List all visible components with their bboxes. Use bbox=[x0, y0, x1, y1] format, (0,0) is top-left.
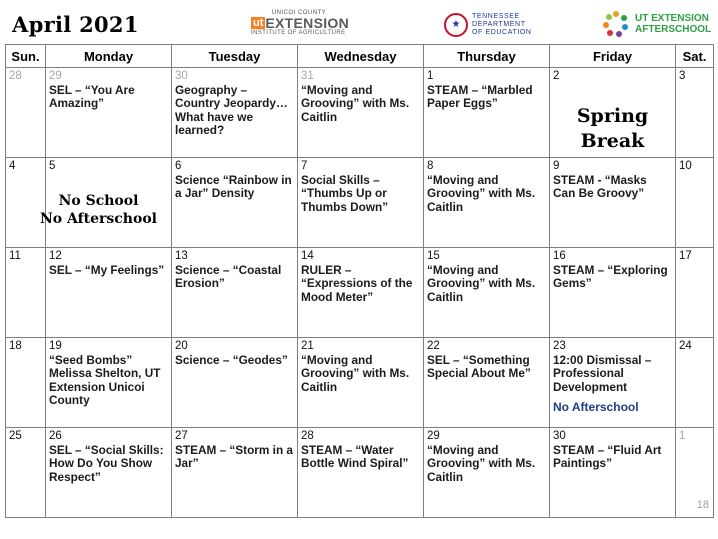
day-number: 28 bbox=[9, 70, 22, 82]
day-number: 22 bbox=[427, 340, 440, 352]
weekday-header: Sun. bbox=[6, 45, 46, 68]
day-number: 4 bbox=[9, 160, 16, 172]
day-number: 16 bbox=[553, 250, 566, 262]
calendar-body bbox=[6, 68, 714, 518]
day-cell bbox=[424, 68, 550, 158]
day-number: 31 bbox=[301, 70, 314, 82]
day-cell bbox=[550, 428, 676, 518]
event-text: SEL – “Social Skills: How Do You Show Respect” bbox=[49, 442, 164, 484]
weekday-header-row bbox=[6, 45, 714, 68]
day-number: 3 bbox=[679, 70, 686, 82]
day-cell bbox=[172, 158, 298, 248]
day-number: 18 bbox=[9, 340, 22, 352]
weekday-header: Tuesday bbox=[172, 45, 298, 68]
day-cell bbox=[298, 248, 424, 338]
day-cell bbox=[172, 338, 298, 428]
day-cell bbox=[676, 428, 714, 518]
day-number: 8 bbox=[427, 160, 434, 172]
page-title: April 2021 bbox=[12, 12, 139, 37]
weekday-header: Thursday bbox=[424, 45, 550, 68]
day-cell bbox=[676, 68, 714, 158]
day-number: 29 bbox=[427, 430, 440, 442]
day-cell bbox=[46, 428, 172, 518]
day-number: 29 bbox=[49, 70, 62, 82]
day-cell bbox=[6, 428, 46, 518]
day-number: 17 bbox=[679, 250, 692, 262]
day-number: 9 bbox=[553, 160, 560, 172]
tn-education-logo bbox=[444, 9, 544, 41]
day-number: 13 bbox=[175, 250, 188, 262]
day-number: 24 bbox=[679, 340, 692, 352]
day-number: 19 bbox=[49, 340, 62, 352]
day-cell bbox=[424, 338, 550, 428]
logo-ut-mark: ut bbox=[253, 17, 264, 29]
event-text: SEL – “Something Special About Me” bbox=[427, 352, 531, 381]
event-text: “Moving and Grooving” with Ms. Caitlin bbox=[427, 172, 536, 214]
calendar-header bbox=[0, 0, 718, 44]
day-number: 25 bbox=[9, 430, 22, 442]
day-number: 2 bbox=[553, 70, 560, 82]
week-row bbox=[6, 158, 714, 248]
event-text: STEAM – “Exploring Gems” bbox=[553, 262, 668, 291]
day-cell bbox=[424, 248, 550, 338]
ut-afterschool-logo bbox=[602, 8, 714, 40]
day-cell bbox=[550, 338, 676, 428]
day-cell bbox=[172, 428, 298, 518]
weekday-header: Monday bbox=[46, 45, 172, 68]
day-cell bbox=[172, 68, 298, 158]
event-text: STEAM - “Masks Can Be Groovy” bbox=[553, 172, 647, 201]
week-row bbox=[6, 68, 714, 158]
day-cell bbox=[550, 68, 676, 158]
no-school-line: No School bbox=[58, 193, 139, 209]
day-cell bbox=[298, 428, 424, 518]
day-number: 27 bbox=[175, 430, 188, 442]
day-cell bbox=[676, 248, 714, 338]
day-number: 12 bbox=[49, 250, 62, 262]
week-row bbox=[6, 248, 714, 338]
day-cell bbox=[550, 248, 676, 338]
afterschool-logo-line: UT EXTENSION bbox=[635, 13, 709, 24]
no-afterschool-line: No Afterschool bbox=[40, 211, 157, 227]
day-number: 5 bbox=[49, 160, 56, 172]
event-text: “Moving and Grooving” with Ms. Caitlin bbox=[427, 442, 536, 484]
event-text: SEL – “My Feelings” bbox=[49, 262, 165, 277]
week-row bbox=[6, 338, 714, 428]
event-text: Science “Rainbow in a Jar” Density bbox=[175, 172, 292, 201]
day-number: 6 bbox=[175, 160, 182, 172]
event-text: Science – “Coastal Erosion” bbox=[175, 262, 282, 291]
event-text: RULER – “Expressions of the Mood Meter” bbox=[301, 262, 413, 304]
day-cell bbox=[172, 248, 298, 338]
no-afterschool-note: No Afterschool bbox=[553, 400, 639, 415]
logo-county-text: UNICOI COUNTY bbox=[271, 10, 327, 16]
day-number: 28 bbox=[301, 430, 314, 442]
tn-logo-line: TENNESSEE bbox=[472, 13, 520, 20]
day-cell bbox=[6, 158, 157, 248]
event-text: Geography – Country Jeopardy…What have we learned? bbox=[175, 82, 288, 138]
day-number: 1 bbox=[427, 70, 434, 82]
event-text: “Moving and Grooving” with Ms. Caitlin bbox=[301, 82, 410, 124]
day-number: 21 bbox=[301, 340, 314, 352]
day-cell bbox=[6, 248, 46, 338]
event-text: STEAM – “Marbled Paper Eggs” bbox=[427, 82, 533, 111]
event-text: STEAM – “Water Bottle Wind Spiral” bbox=[301, 442, 409, 471]
event-text: Social Skills – “Thumbs Up or Thumbs Down” bbox=[301, 172, 389, 214]
event-text: SEL – “You Are Amazing” bbox=[49, 82, 135, 111]
day-number: 26 bbox=[49, 430, 62, 442]
tn-seal-icon: ★ bbox=[444, 13, 468, 37]
day-number: 30 bbox=[175, 70, 188, 82]
logo-institute-text: INSTITUTE OF AGRICULTURE bbox=[251, 30, 346, 36]
day-number: 1 bbox=[679, 430, 686, 442]
weekday-header: Wednesday bbox=[298, 45, 424, 68]
ut-extension-logo bbox=[251, 10, 347, 40]
calendar-grid bbox=[5, 44, 714, 518]
day-cell bbox=[424, 158, 550, 248]
day-cell bbox=[6, 68, 46, 158]
day-cell bbox=[676, 158, 714, 248]
event-text: “Moving and Grooving” with Ms. Caitlin bbox=[301, 352, 410, 394]
event-text: Science – “Geodes” bbox=[175, 352, 288, 367]
day-number: 14 bbox=[301, 250, 314, 262]
week-row bbox=[6, 428, 714, 518]
afterschool-logo-line: AFTERSCHOOL bbox=[635, 24, 712, 35]
day-number: 11 bbox=[9, 250, 21, 262]
event-text: “Moving and Grooving” with Ms. Caitlin bbox=[427, 262, 536, 304]
day-number: 20 bbox=[175, 340, 188, 352]
no-school-banner bbox=[26, 192, 171, 228]
afterschool-ring-icon bbox=[602, 10, 630, 38]
weekday-header: Friday bbox=[550, 45, 676, 68]
day-cell bbox=[46, 68, 172, 158]
tn-logo-line: OF EDUCATION bbox=[472, 29, 532, 36]
day-number: 23 bbox=[553, 340, 566, 352]
weekday-header: Sat. bbox=[676, 45, 714, 68]
event-text: STEAM – “Fluid Art Paintings” bbox=[553, 442, 662, 471]
day-cell bbox=[46, 338, 172, 428]
day-number: 10 bbox=[679, 160, 692, 172]
day-cell bbox=[6, 338, 46, 428]
logo-extension-text: EXTENSION bbox=[265, 15, 349, 31]
page-number: 18 bbox=[696, 499, 709, 511]
event-text: 12:00 Dismissal – Professional Development bbox=[553, 352, 652, 394]
day-number: 30 bbox=[553, 430, 566, 442]
day-cell bbox=[424, 428, 550, 518]
day-cell bbox=[46, 248, 172, 338]
day-number: 15 bbox=[427, 250, 440, 262]
day-number: 7 bbox=[301, 160, 308, 172]
spring-break-banner: Spring Break bbox=[576, 105, 649, 152]
day-cell bbox=[298, 338, 424, 428]
day-cell bbox=[298, 158, 424, 248]
tn-logo-line: DEPARTMENT bbox=[472, 21, 526, 28]
event-text: “Seed Bombs” Melissa Shelton, UT Extension Unicoi County bbox=[49, 352, 161, 408]
event-text: STEAM – “Storm in a Jar” bbox=[175, 442, 293, 471]
day-cell bbox=[298, 68, 424, 158]
day-cell bbox=[676, 338, 714, 428]
day-cell bbox=[550, 158, 676, 248]
